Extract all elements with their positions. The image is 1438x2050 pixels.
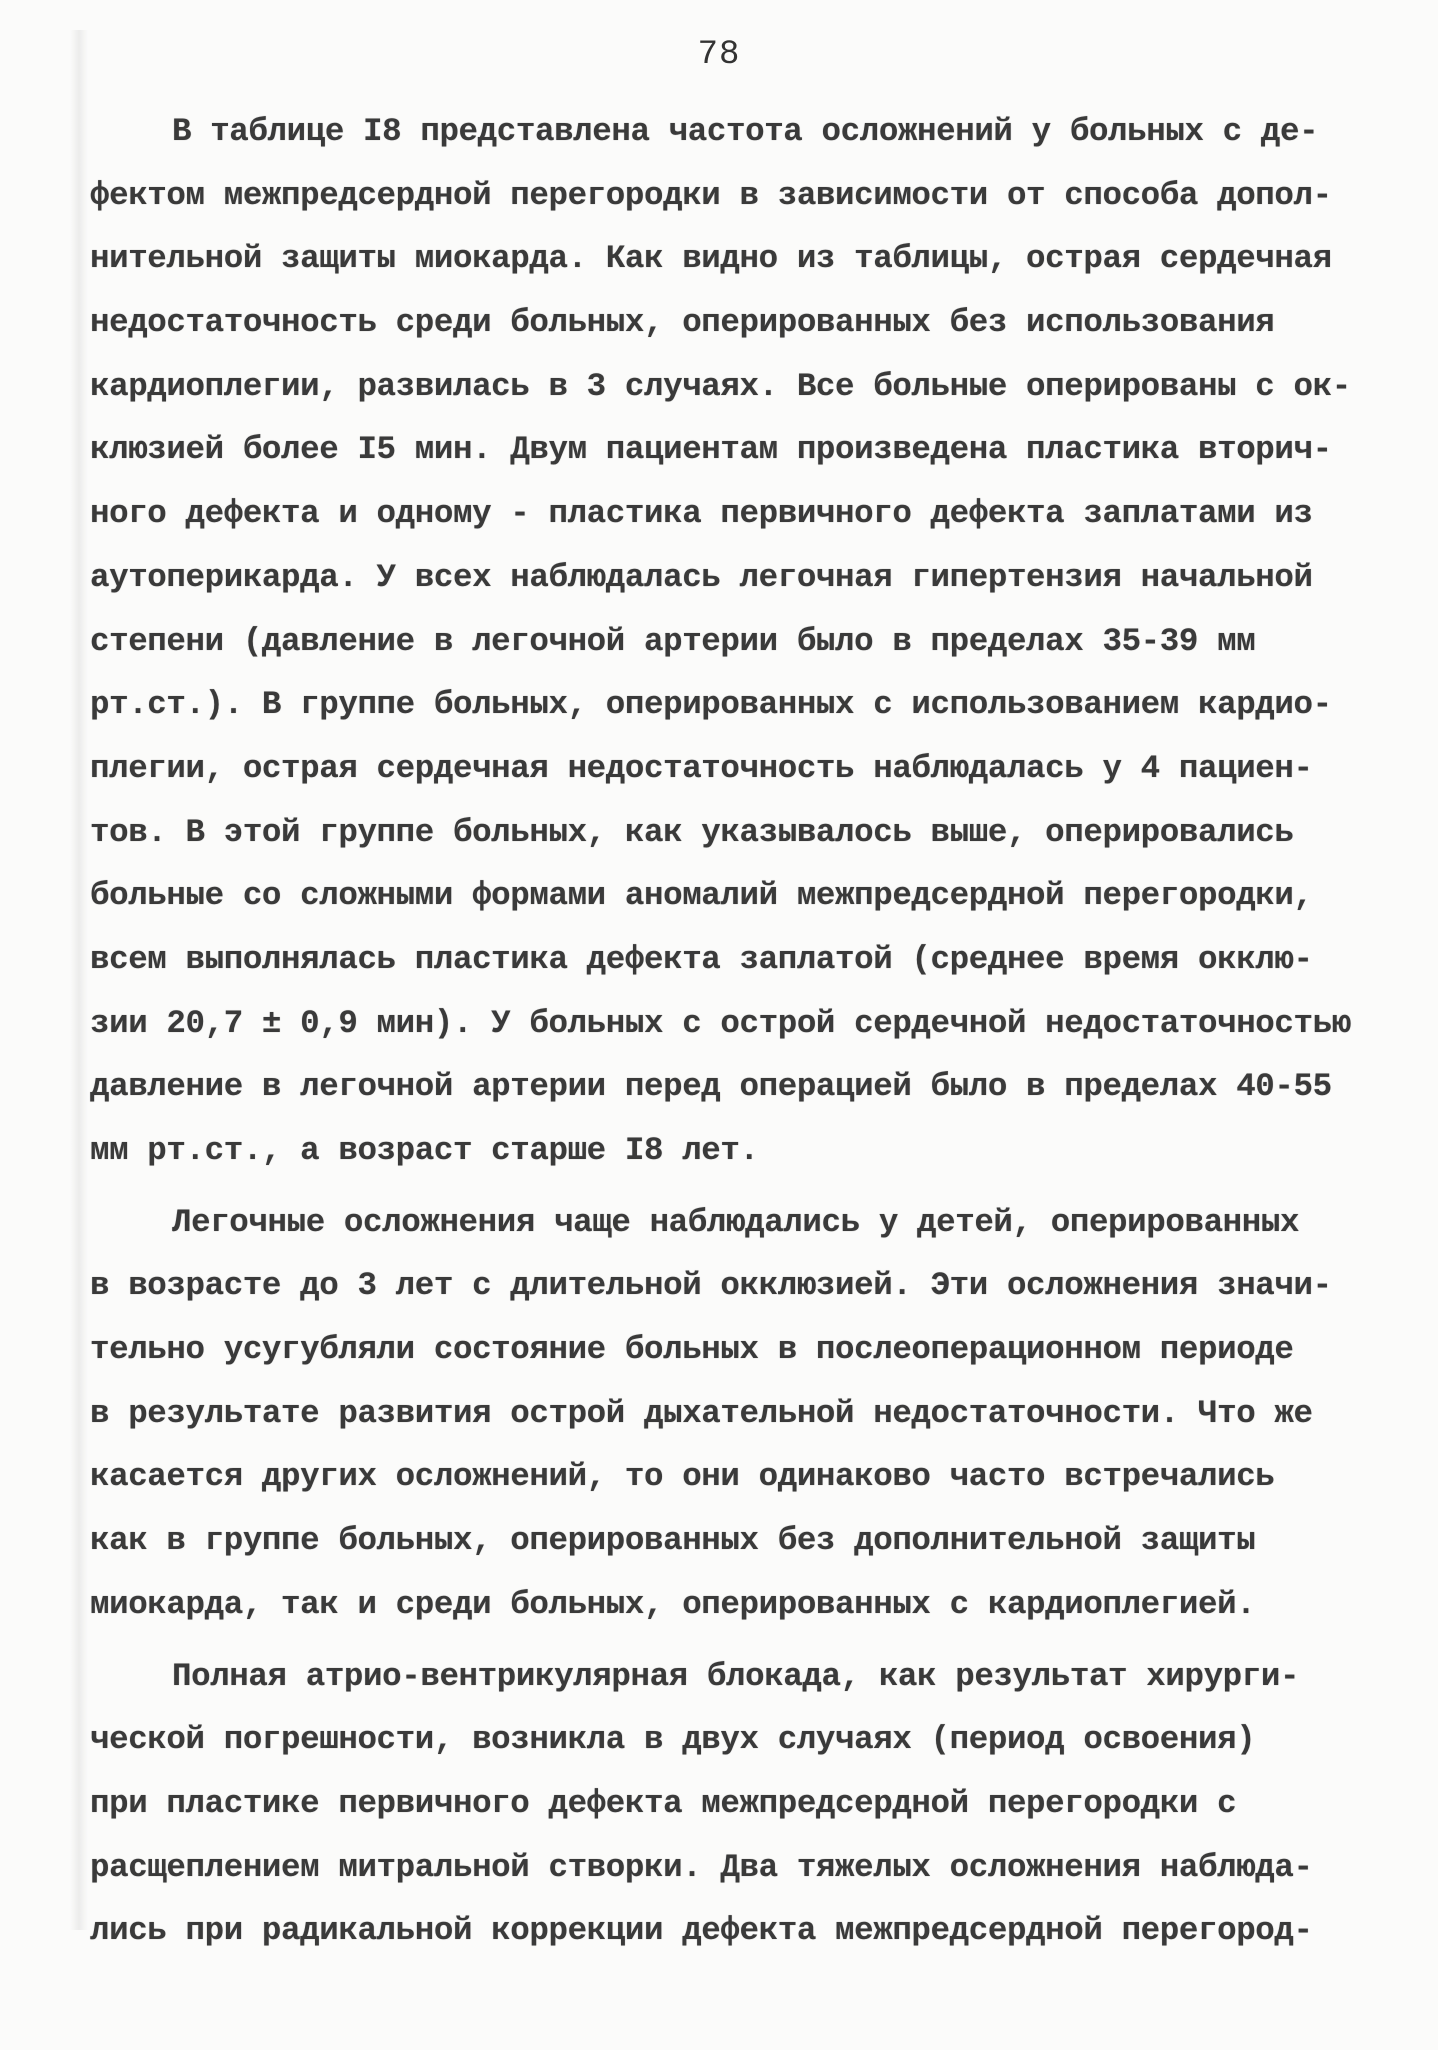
text-line: больные со сложными формами аномалий межпредсердной перегородки, bbox=[90, 877, 1313, 915]
text-line: аутоперикарда. У всех наблюдалась легочная гипертензия начальной bbox=[90, 558, 1313, 596]
text-line: ного дефекта и одному - пластика первичного дефекта заплатами из bbox=[90, 495, 1313, 533]
text-line: тельно усугубляли состояние больных в послеоперационном периоде bbox=[90, 1331, 1294, 1369]
text-line: лись при радикальной коррекции дефекта межпредсердной перегород- bbox=[90, 1912, 1313, 1950]
text-line: ческой погрешности, возникла в двух случаях (период освоения) bbox=[90, 1721, 1256, 1759]
scan-shadow bbox=[70, 30, 88, 1930]
paragraph-2 bbox=[90, 1191, 1360, 1637]
text-line: В таблице I8 представлена частота осложнений у больных с де- bbox=[172, 113, 1319, 150]
text-line: кардиоплегии, развилась в 3 случаях. Все больные оперированы с ок- bbox=[90, 367, 1351, 405]
body-text bbox=[90, 100, 1360, 1963]
text-line: как в группе больных, оперированных без дополнительной защиты bbox=[90, 1522, 1256, 1560]
text-line: плегии, острая сердечная недостаточность наблюдалась у 4 пациен- bbox=[90, 749, 1313, 787]
text-line: давление в легочной артерии перед операцией было в пределах 40-55 bbox=[90, 1068, 1332, 1106]
text-line: Легочные осложнения чаще наблюдались у детей, оперированных bbox=[172, 1203, 1300, 1241]
text-line: фектом межпредсердной перегородки в зависимости от способа допол- bbox=[90, 176, 1332, 214]
paragraph-3 bbox=[90, 1645, 1360, 1963]
text-line: в результате развития острой дыхательной недостаточности. Что же bbox=[90, 1394, 1313, 1432]
text-line: степени (давление в легочной артерии было в пределах 35-39 мм bbox=[90, 622, 1256, 660]
text-line: мм рт.ст., а возраст старше I8 лет. bbox=[90, 1132, 759, 1169]
text-line: нительной защиты миокарда. Как видно из таблицы, острая сердечная bbox=[90, 240, 1332, 278]
paragraph-1 bbox=[90, 100, 1360, 1183]
text-line: клюзией более I5 мин. Двум пациентам произведена пластика вторич- bbox=[90, 431, 1332, 469]
text-line: Полная атрио-вентрикулярная блокада, как результат хирурги- bbox=[172, 1657, 1300, 1695]
text-line: зии 20,7 ± 0,9 мин). У больных с острой сердечной недостаточностью bbox=[90, 1004, 1351, 1042]
text-line: при пластике первичного дефекта межпредсердной перегородки с bbox=[90, 1784, 1237, 1822]
text-line: недостаточность среди больных, оперированных без использования bbox=[90, 304, 1275, 342]
text-line: всем выполнялась пластика дефекта заплатой (среднее время окклю- bbox=[90, 940, 1313, 978]
text-line: в возрасте до 3 лет с длительной окклюзией. Эти осложнения значи- bbox=[90, 1267, 1332, 1305]
text-line: миокарда, так и среди больных, оперированных с кардиоплегией. bbox=[90, 1585, 1256, 1623]
text-line: касается других осложнений, то они одинаково часто встречались bbox=[90, 1458, 1275, 1496]
text-line: тов. В этой группе больных, как указывалось выше, оперировались bbox=[90, 813, 1294, 851]
text-line: расщеплением митральной створки. Два тяжелых осложнения наблюда- bbox=[90, 1848, 1313, 1886]
text-line: рт.ст.). В группе больных, оперированных с использованием кардио- bbox=[90, 686, 1332, 724]
page-number: 78 bbox=[697, 36, 741, 74]
